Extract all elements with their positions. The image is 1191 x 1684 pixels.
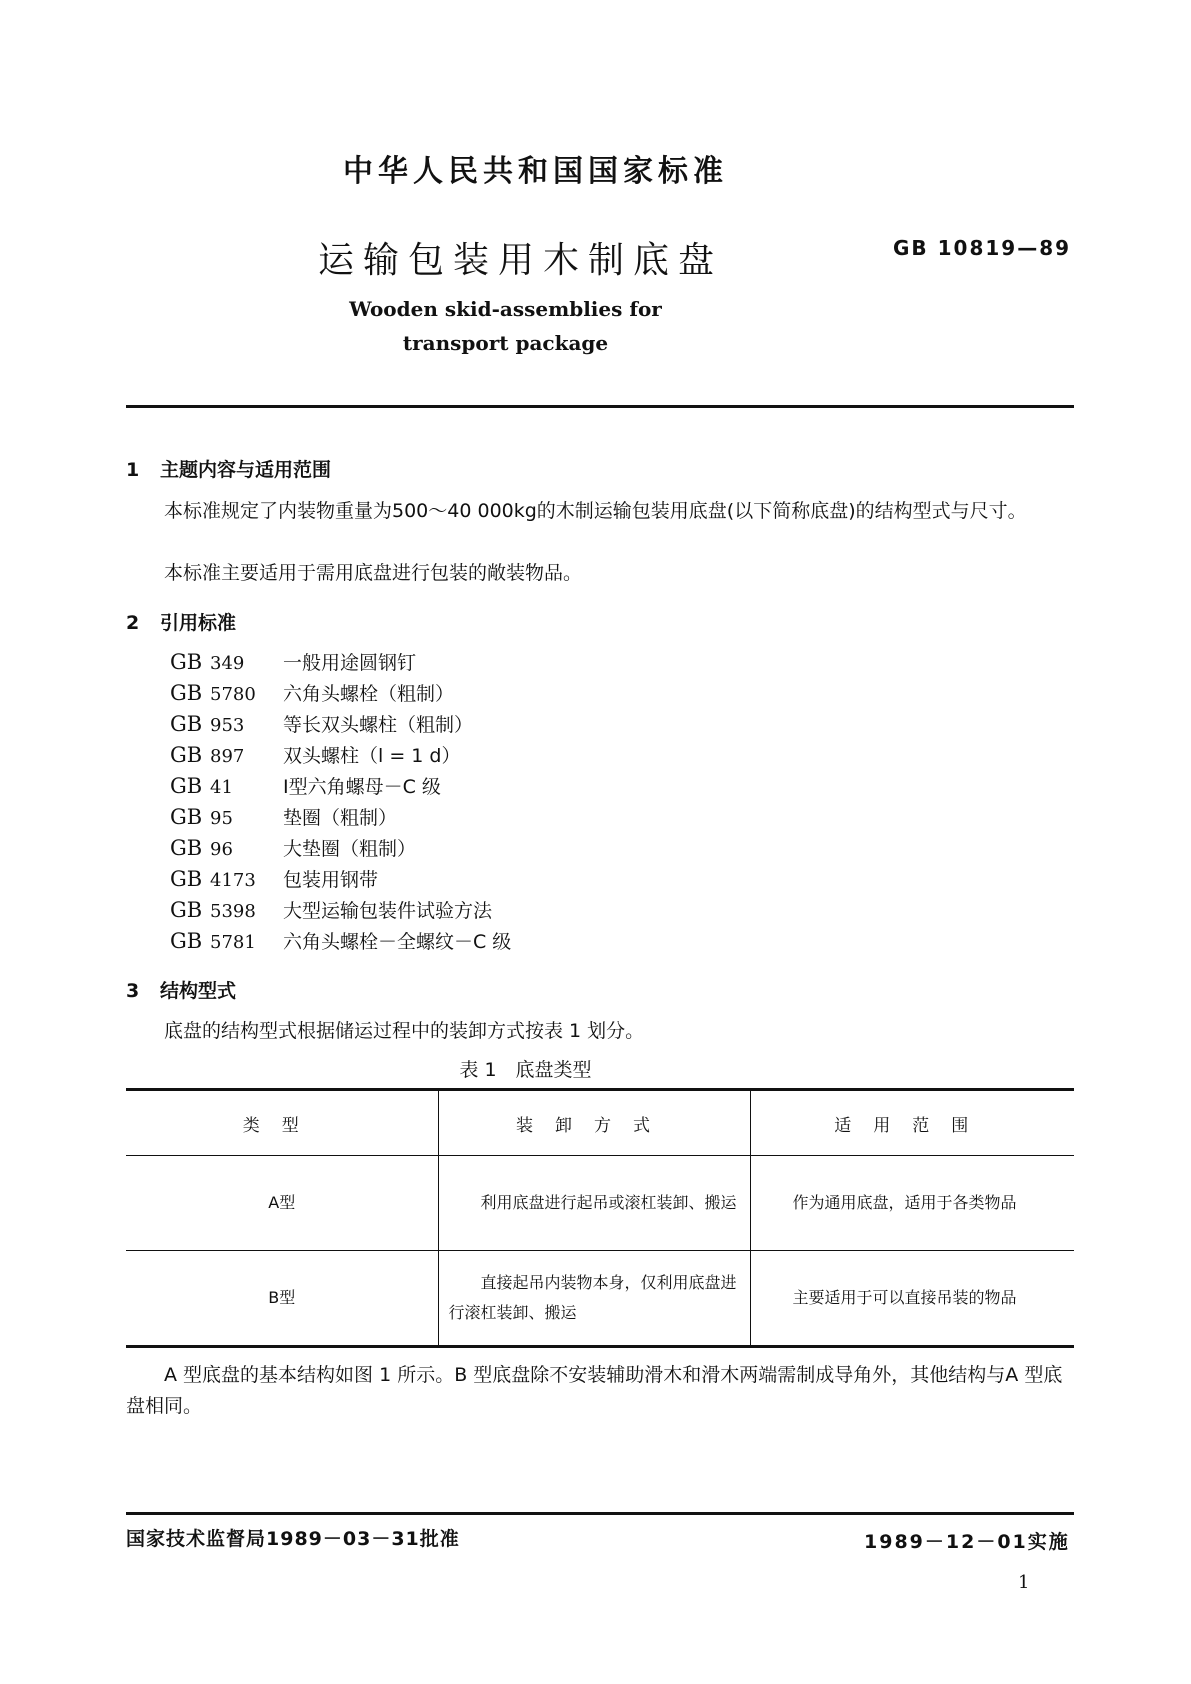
cell-scope: 作为通用底盘，适用于各类物品 [750, 1156, 1074, 1251]
reference-item [170, 864, 511, 895]
header-handling: 装卸方式 [438, 1090, 750, 1156]
title-en-line-2: transport package [402, 331, 609, 355]
ref-prefix: GB [170, 712, 203, 736]
ref-prefix: GB [170, 805, 203, 829]
ref-prefix: GB [170, 929, 203, 953]
reference-item [170, 833, 511, 864]
ref-number: 897 [210, 746, 245, 767]
approval-date: 国家技术监督局1989－03－31批准 [126, 1528, 460, 1550]
ref-title: 大型运输包装件试验方法 [283, 900, 493, 922]
section-3-heading [126, 976, 236, 1003]
section-1-heading [126, 455, 331, 482]
ref-prefix: GB [170, 650, 203, 674]
after-table-paragraph: A 型底盘的基本结构如图 1 所示。B 型底盘除不安装辅助滑木和滑木两端需制成导角外，其他结构与A 型底盘相同。 [126, 1364, 1063, 1417]
cell-handling: 直接起吊内装物本身，仅利用底盘进行滚杠装卸、搬运 [438, 1251, 750, 1347]
cell-scope: 主要适用于可以直接吊装的物品 [792, 1288, 1017, 1307]
ref-number: 349 [210, 653, 245, 674]
reference-item [170, 802, 511, 833]
section-1-paragraph-1: 本标准规定了内装物重量为500～40 000kg的木制运输包装用底盘(以下简称底盘)的结构型式与尺寸。 [164, 500, 1027, 522]
reference-item [170, 771, 511, 802]
ref-prefix: GB [170, 743, 203, 767]
section-title: 引用标准 [160, 612, 237, 634]
section-title: 主题内容与适用范围 [160, 459, 332, 481]
ref-prefix: GB [170, 774, 203, 798]
reference-item [170, 647, 511, 678]
ref-prefix: GB [170, 836, 203, 860]
issuer-title: 中华人民共和国国家标准 [343, 154, 728, 189]
ref-number: 41 [210, 777, 233, 798]
reference-item [170, 895, 511, 926]
reference-item [170, 709, 511, 740]
ref-number: 95 [210, 808, 233, 829]
section-number: 2 [126, 612, 140, 634]
reference-item [170, 678, 511, 709]
header-divider [126, 405, 1074, 408]
ref-number: 5398 [210, 901, 256, 922]
ref-number: 96 [210, 839, 233, 860]
ref-title: 大垫圈（粗制） [283, 838, 417, 860]
section-number: 3 [126, 980, 140, 1002]
reference-list [170, 647, 511, 957]
ref-number: 5780 [210, 684, 256, 705]
table-row [126, 1156, 1074, 1251]
ref-title: 垫圈（粗制） [283, 807, 398, 829]
table-header-row [126, 1090, 1074, 1156]
ref-prefix: GB [170, 867, 203, 891]
table-row [126, 1251, 1074, 1347]
section-number: 1 [126, 459, 140, 481]
cell-type: B型 [126, 1251, 438, 1347]
skid-type-table [126, 1088, 1074, 1348]
reference-item [170, 926, 511, 957]
ref-title: Ⅰ型六角螺母－C 级 [283, 776, 441, 798]
reference-item [170, 740, 511, 771]
document-title-cn: 运输包装用木制底盘 [317, 240, 723, 281]
effective-date: 1989－12－01实施 [864, 1531, 1070, 1553]
section-3-paragraph: 底盘的结构型式根据储运过程中的装卸方式按表 1 划分。 [164, 1020, 645, 1042]
cell-handling: 利用底盘进行起吊或滚杠装卸、搬运 [438, 1156, 750, 1251]
footer-divider [126, 1512, 1074, 1515]
section-1-paragraph-2: 本标准主要适用于需用底盘进行包装的敞装物品。 [164, 562, 583, 584]
ref-number: 5781 [210, 932, 256, 953]
section-title: 结构型式 [160, 980, 237, 1002]
document-title-en [0, 292, 1101, 360]
section-2-heading [126, 608, 236, 635]
ref-title: 一般用途圆钢钉 [283, 652, 417, 674]
page-number: 1 [1018, 1572, 1030, 1593]
ref-title: 六角头螺栓（粗制） [283, 683, 455, 705]
header-scope: 适用范围 [750, 1090, 1074, 1156]
ref-title: 双头螺柱（l = 1 d） [283, 745, 461, 767]
ref-number: 953 [210, 715, 245, 736]
ref-title: 包装用钢带 [283, 869, 379, 891]
ref-prefix: GB [170, 898, 203, 922]
ref-title: 六角头螺栓－全螺纹－C 级 [283, 931, 512, 953]
title-en-line-1: Wooden skid-assemblies for [349, 297, 662, 321]
cell-type: A型 [126, 1156, 438, 1251]
header-type: 类型 [126, 1090, 438, 1156]
ref-title: 等长双头螺柱（粗制） [283, 714, 474, 736]
ref-number: 4173 [210, 870, 256, 891]
standard-number: GB 10819—89 [893, 236, 1072, 260]
ref-prefix: GB [170, 681, 203, 705]
table-caption: 表 1 底盘类型 [459, 1059, 592, 1081]
